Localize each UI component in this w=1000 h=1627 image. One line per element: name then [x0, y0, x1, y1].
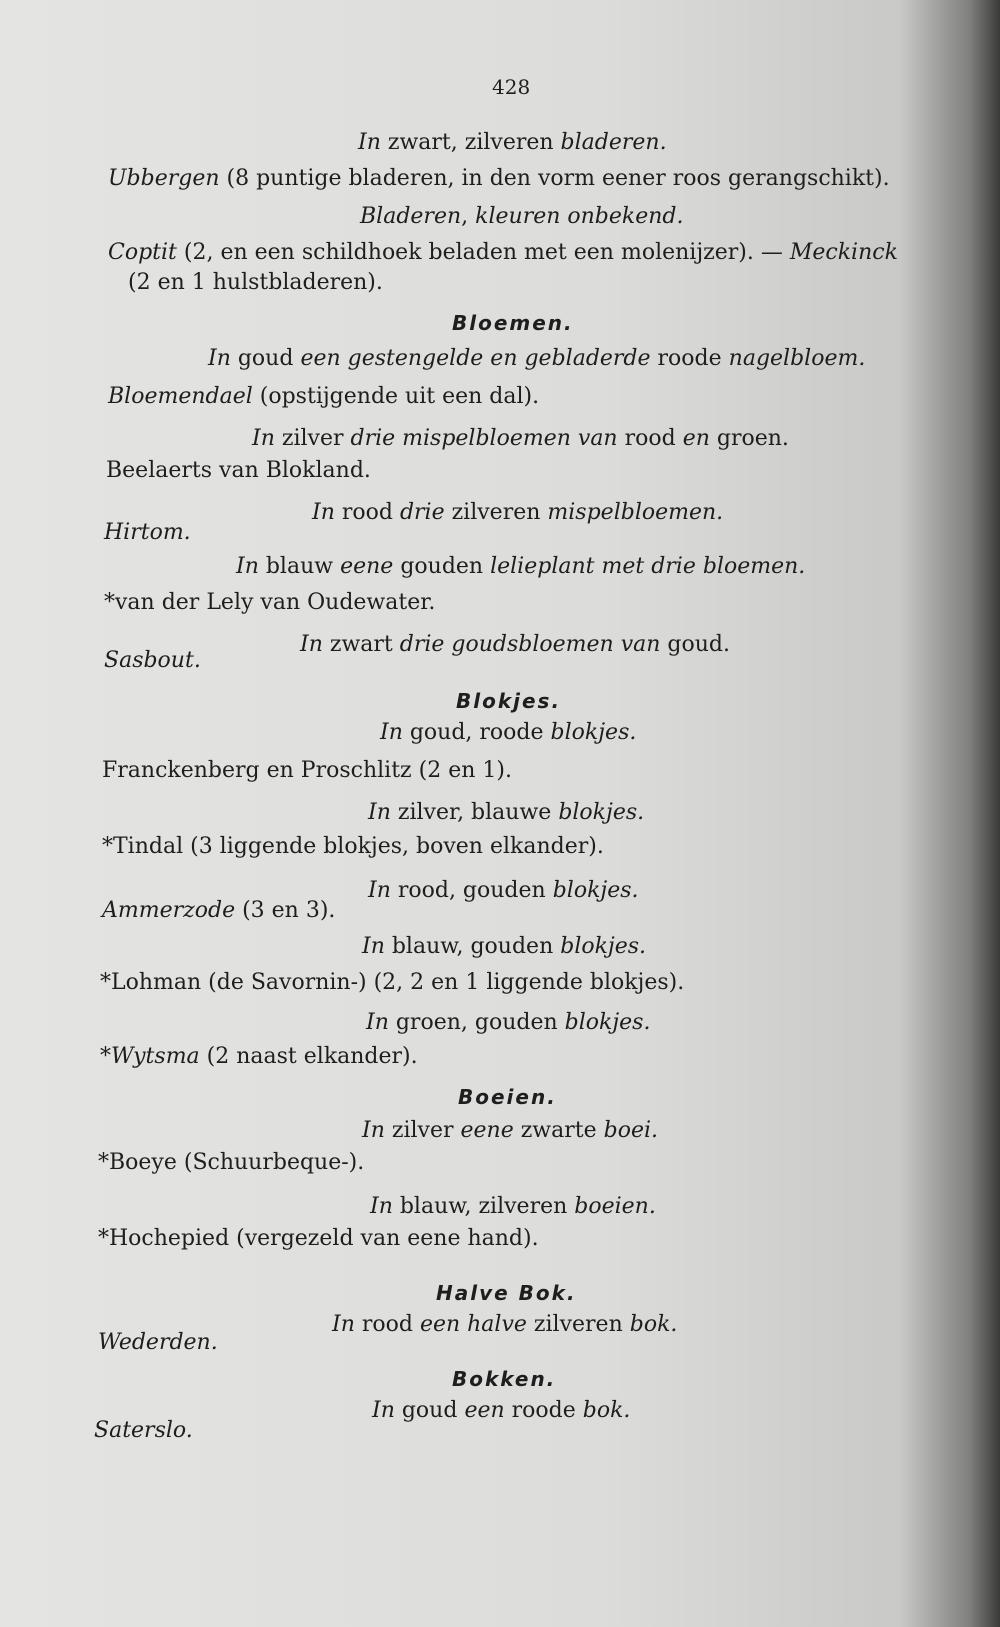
- italic-run: In: [366, 1010, 389, 1035]
- text-line: [98, 1330, 218, 1356]
- section-heading: [452, 1366, 556, 1392]
- text-run: ,: [461, 204, 476, 229]
- italic-run: In: [370, 1194, 393, 1219]
- text-line: [362, 934, 646, 960]
- italic-run: Bloemendael: [108, 384, 253, 409]
- text-run: zilveren: [444, 500, 548, 525]
- section-heading: [436, 1280, 577, 1306]
- text-run: *: [100, 1044, 111, 1069]
- text-line: [252, 426, 789, 452]
- italic-run: In: [368, 800, 391, 825]
- italic-run: Bladeren: [360, 204, 462, 229]
- text-line: [100, 1044, 418, 1070]
- text-line: [102, 898, 335, 924]
- italic-run: Saterslo.: [94, 1418, 193, 1443]
- italic-run: bok.: [582, 1398, 631, 1423]
- section-heading: [456, 688, 561, 714]
- text-run: goud: [394, 1398, 465, 1423]
- italic-run: In: [300, 632, 323, 657]
- italic-run: blokjes.: [552, 878, 639, 903]
- text-line: [108, 166, 890, 192]
- text-run: *Boeye (Schuurbeque-).: [98, 1150, 365, 1175]
- italic-run: en: [682, 426, 710, 451]
- text-run: Bokken.: [452, 1367, 557, 1391]
- text-line: [104, 648, 201, 674]
- text-run: Boeien.: [458, 1085, 557, 1109]
- text-run: zilveren: [526, 1312, 630, 1337]
- italic-run: Hirtom.: [104, 520, 191, 545]
- text-run: zwart: [322, 632, 400, 657]
- text-run: (2 naast elkander).: [199, 1044, 418, 1069]
- text-line: [360, 204, 684, 230]
- italic-run: In: [358, 130, 381, 155]
- italic-run: kleuren onbekend.: [475, 204, 684, 229]
- italic-run: een: [464, 1398, 505, 1423]
- italic-run: drie: [399, 500, 445, 525]
- text-line: [208, 346, 865, 372]
- text-line: [332, 1312, 677, 1338]
- text-line: [372, 1398, 630, 1424]
- text-line: [104, 520, 191, 546]
- text-line: [108, 384, 539, 410]
- text-run: goud: [230, 346, 301, 371]
- italic-run: Ubbergen: [108, 166, 220, 191]
- text-run: rood: [354, 1312, 420, 1337]
- text-line: [102, 758, 512, 784]
- text-run: groen.: [709, 426, 789, 451]
- italic-run: In: [362, 1118, 385, 1143]
- italic-run: boeien.: [574, 1194, 656, 1219]
- text-run: *Lohman (de Savornin-) (2, 2 en 1 liggende blokjes).: [100, 970, 685, 995]
- italic-run: een halve: [419, 1312, 527, 1337]
- text-run: *Hochepied (vergezeld van eene hand).: [98, 1226, 539, 1251]
- italic-run: Ammerzode: [102, 898, 236, 923]
- italic-run: Sasbout.: [104, 648, 201, 673]
- text-run: (2, en een schildhoek beladen met een molenijzer). —: [176, 240, 790, 265]
- text-run: groen, gouden: [388, 1010, 565, 1035]
- text-run: Beelaerts van Blokland.: [106, 458, 371, 483]
- italic-run: boei.: [603, 1118, 659, 1143]
- italic-run: drie goudsbloemen van: [399, 632, 661, 657]
- text-run: Franckenberg en Proschlitz (2 en 1).: [102, 758, 512, 783]
- italic-run: mispelbloemen.: [547, 500, 724, 525]
- text-line: [102, 834, 604, 860]
- text-run: goud.: [660, 632, 730, 657]
- italic-run: blokjes.: [560, 934, 647, 959]
- text-line: [312, 500, 723, 526]
- text-run: goud, roode: [402, 720, 551, 745]
- italic-run: In: [372, 1398, 395, 1423]
- text-run: zilver: [274, 426, 351, 451]
- italic-run: blokjes.: [564, 1010, 651, 1035]
- text-run: Bloemen.: [452, 311, 574, 335]
- section-heading: [452, 310, 574, 336]
- text-run: zwarte: [513, 1118, 604, 1143]
- italic-run: bladeren.: [560, 130, 667, 155]
- text-run: roode: [504, 1398, 583, 1423]
- italic-run: bok.: [629, 1312, 678, 1337]
- text-line: [358, 130, 667, 156]
- italic-run: In: [312, 500, 335, 525]
- italic-run: In: [380, 720, 403, 745]
- italic-run: Coptit: [108, 240, 177, 265]
- text-line: [100, 970, 684, 996]
- text-run: blauw: [258, 554, 341, 579]
- italic-run: Meckinck: [789, 240, 898, 265]
- text-line: [94, 1418, 193, 1444]
- text-run: gouden: [393, 554, 491, 579]
- text-run: rood: [617, 426, 683, 451]
- text-run: roode: [650, 346, 729, 371]
- text-run: zwart, zilveren: [380, 130, 561, 155]
- italic-run: nagelbloem.: [728, 346, 866, 371]
- italic-run: lelieplant met drie bloemen.: [490, 554, 806, 579]
- text-line: [362, 1118, 658, 1144]
- text-run: (8 puntige bladeren, in den vorm eener roos gerangschikt).: [219, 166, 890, 191]
- text-run: rood: [334, 500, 400, 525]
- italic-run: eene: [460, 1118, 514, 1143]
- text-line: [98, 1150, 364, 1176]
- text-run: (2 en 1 hulstbladeren).: [128, 270, 383, 295]
- text-run: zilver, blauwe: [390, 800, 559, 825]
- italic-run: eene: [340, 554, 394, 579]
- text-line: [300, 632, 730, 658]
- text-run: (opstijgende uit een dal).: [252, 384, 540, 409]
- italic-run: drie mispelbloemen van: [350, 426, 618, 451]
- text-run: blauw, gouden: [384, 934, 561, 959]
- text-run: *van der Lely van Oudewater.: [104, 590, 436, 615]
- text-run: rood, gouden: [390, 878, 553, 903]
- italic-run: Wytsma: [111, 1044, 200, 1069]
- italic-run: In: [362, 934, 385, 959]
- section-heading: [458, 1084, 557, 1110]
- text-line: [104, 590, 435, 616]
- italic-run: In: [368, 878, 391, 903]
- text-line: [236, 554, 805, 580]
- italic-run: blokjes.: [558, 800, 645, 825]
- text-run: blauw, zilveren: [392, 1194, 575, 1219]
- italic-run: een gestengelde en gebladerde: [300, 346, 651, 371]
- text-line: [98, 1226, 539, 1252]
- text-line: [366, 1010, 650, 1036]
- italic-run: Wederden.: [98, 1330, 218, 1355]
- italic-run: In: [252, 426, 275, 451]
- italic-run: In: [332, 1312, 355, 1337]
- italic-run: blokjes.: [550, 720, 637, 745]
- text-line: [368, 800, 644, 826]
- italic-run: In: [236, 554, 259, 579]
- text-line: [106, 458, 371, 484]
- text-line: [108, 240, 898, 266]
- text-run: *Tindal (3 liggende blokjes, boven elkander).: [102, 834, 604, 859]
- text-line: [368, 878, 639, 904]
- text-run: Blokjes.: [456, 689, 562, 713]
- text-line: [380, 720, 636, 746]
- italic-run: In: [208, 346, 231, 371]
- text-run: Halve Bok.: [436, 1281, 577, 1305]
- page-number: 428: [492, 75, 531, 99]
- text-line: [128, 270, 383, 296]
- text-run: (3 en 3).: [235, 898, 336, 923]
- text-run: zilver: [384, 1118, 461, 1143]
- text-line: [370, 1194, 656, 1220]
